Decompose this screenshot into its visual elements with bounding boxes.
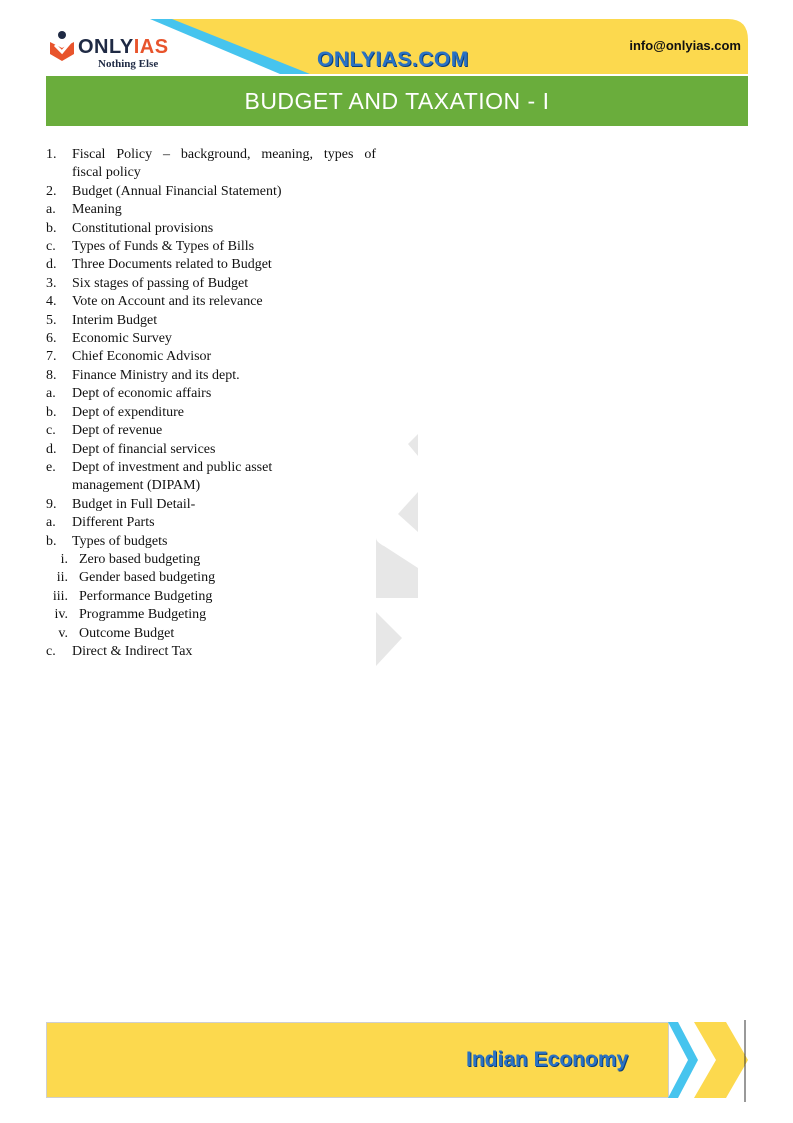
footer-cyan-chevron xyxy=(668,1022,698,1098)
outline-text-line: Dept of financial services xyxy=(72,441,216,457)
outline-item xyxy=(46,551,376,569)
outline-marker: 2. xyxy=(46,183,57,199)
logo-tagline: Nothing Else xyxy=(98,58,159,70)
outline-text-line: Types of budgets xyxy=(72,533,168,549)
outline-text-line: Programme Budgeting xyxy=(79,607,207,623)
outline-marker: 6. xyxy=(46,331,57,347)
outline-text xyxy=(46,422,376,440)
outline-item xyxy=(46,441,376,459)
outline-text xyxy=(46,330,376,348)
outline-item xyxy=(46,514,376,532)
outline-text xyxy=(46,404,376,422)
outline-text xyxy=(46,238,376,256)
outline-text-line: Outcome Budget xyxy=(79,625,175,641)
outline-item xyxy=(46,588,376,606)
outline-item xyxy=(46,385,376,403)
outline-item xyxy=(46,183,376,201)
outline-marker: iv. xyxy=(54,607,68,623)
outline-text-line: Dept of revenue xyxy=(72,423,163,439)
outline-item xyxy=(46,330,376,348)
outline-item xyxy=(46,533,376,551)
outline-text-line: Different Parts xyxy=(72,515,155,531)
footer-banner xyxy=(46,1020,748,1102)
outline-text xyxy=(46,625,376,643)
outline-text xyxy=(46,146,376,183)
outline-text xyxy=(46,220,376,238)
outline-text-line: Gender based budgeting xyxy=(79,570,216,586)
page-header xyxy=(0,0,793,80)
outline-item xyxy=(46,256,376,274)
footer-subject: Indian Economy xyxy=(466,1048,629,1071)
outline-marker: a. xyxy=(46,386,56,402)
outline-text xyxy=(46,275,376,293)
outline-marker: v. xyxy=(58,625,68,641)
outline-text xyxy=(46,183,376,201)
outline-item xyxy=(46,569,376,587)
outline-marker: 3. xyxy=(46,275,57,291)
outline-text-line: Budget (Annual Financial Statement) xyxy=(72,183,282,199)
outline-marker: d. xyxy=(46,441,57,457)
outline-item xyxy=(46,404,376,422)
outline-text xyxy=(46,459,376,496)
outline-marker: c. xyxy=(46,423,56,439)
outline-text-line: Interim Budget xyxy=(72,312,158,328)
outline-text xyxy=(46,348,376,366)
outline-item xyxy=(46,496,376,514)
outline-text xyxy=(46,441,376,459)
outline-text-line: Finance Ministry and its dept. xyxy=(72,367,240,383)
outline-marker: ii. xyxy=(56,570,68,586)
outline-marker: b. xyxy=(46,404,57,420)
outline-text-line: Vote on Account and its relevance xyxy=(72,294,263,310)
outline-text xyxy=(46,606,376,624)
outline-marker: a. xyxy=(46,515,56,531)
outline-text-line: Budget in Full Detail- xyxy=(72,496,196,512)
outline-text-line: Fiscal Policy – background, meaning, types of xyxy=(72,147,376,162)
outline-text xyxy=(46,385,376,403)
outline-text-line: Three Documents related to Budget xyxy=(72,257,272,273)
outline-marker: a. xyxy=(46,202,56,218)
outline-text-line: Dept of economic affairs xyxy=(72,386,212,402)
outline-text xyxy=(46,293,376,311)
outline-text-line: Performance Budgeting xyxy=(79,588,213,604)
page-title: BUDGET AND TAXATION - I xyxy=(46,76,748,126)
outline-text xyxy=(46,643,376,661)
outline-text-line: Six stages of passing of Budget xyxy=(72,275,249,291)
outline-item xyxy=(46,625,376,643)
outline-text-line: Constitutional provisions xyxy=(72,220,214,236)
outline-item xyxy=(46,422,376,440)
topic-outline xyxy=(46,146,376,661)
outline-marker: c. xyxy=(46,239,56,255)
outline-text-line: fiscal policy xyxy=(72,165,141,181)
outline-text xyxy=(46,551,376,569)
outline-text-line: Economic Survey xyxy=(72,331,172,347)
outline-item xyxy=(46,348,376,366)
outline-item xyxy=(46,275,376,293)
site-name: ONLYIAS.COM xyxy=(317,48,469,71)
outline-item xyxy=(46,146,376,183)
outline-item xyxy=(46,201,376,219)
outline-marker: 1. xyxy=(46,147,57,162)
outline-text-line: Dept of investment and public asset xyxy=(72,459,273,475)
outline-text-line: Dept of expenditure xyxy=(72,404,184,420)
outline-marker: b. xyxy=(46,220,57,236)
outline-marker: 7. xyxy=(46,349,57,365)
outline-marker: c. xyxy=(46,643,56,659)
outline-text xyxy=(46,533,376,551)
outline-text xyxy=(46,312,376,330)
outline-marker: b. xyxy=(46,533,57,549)
logo-wordmark: ONLYIAS xyxy=(78,36,169,58)
outline-marker: e. xyxy=(46,459,56,475)
outline-item xyxy=(46,367,376,385)
outline-marker: 5. xyxy=(46,312,57,328)
outline-text-line: Chief Economic Advisor xyxy=(72,349,212,365)
outline-item xyxy=(46,606,376,624)
footer-yellow-chevron xyxy=(694,1022,748,1098)
onlyias-logo xyxy=(48,30,178,74)
outline-text xyxy=(46,367,376,385)
outline-text xyxy=(46,201,376,219)
outline-text-line: management (DIPAM) xyxy=(72,478,201,494)
outline-text xyxy=(46,569,376,587)
outline-item xyxy=(46,238,376,256)
outline-text-line: Direct & Indirect Tax xyxy=(72,643,193,659)
outline-marker: i. xyxy=(60,551,68,567)
outline-item xyxy=(46,312,376,330)
outline-item xyxy=(46,220,376,238)
watermark-chevrons xyxy=(374,430,424,670)
outline-marker: d. xyxy=(46,257,57,273)
outline-item xyxy=(46,293,376,311)
outline-marker: iii. xyxy=(52,588,68,604)
outline-marker: 4. xyxy=(46,294,57,310)
outline-text-line: Zero based budgeting xyxy=(79,551,201,567)
outline-text-line: Meaning xyxy=(72,202,122,218)
outline-item xyxy=(46,643,376,661)
outline-text xyxy=(46,514,376,532)
contact-email: info@onlyias.com xyxy=(629,38,741,53)
outline-marker: 9. xyxy=(46,496,57,512)
page-footer xyxy=(46,1020,748,1100)
outline-marker: 8. xyxy=(46,367,57,383)
logo-emblem-icon xyxy=(48,30,76,62)
outline-text xyxy=(46,256,376,274)
outline-item xyxy=(46,459,376,496)
outline-text-line: Types of Funds & Types of Bills xyxy=(72,239,255,255)
outline-text xyxy=(46,588,376,606)
outline-text xyxy=(46,496,376,514)
